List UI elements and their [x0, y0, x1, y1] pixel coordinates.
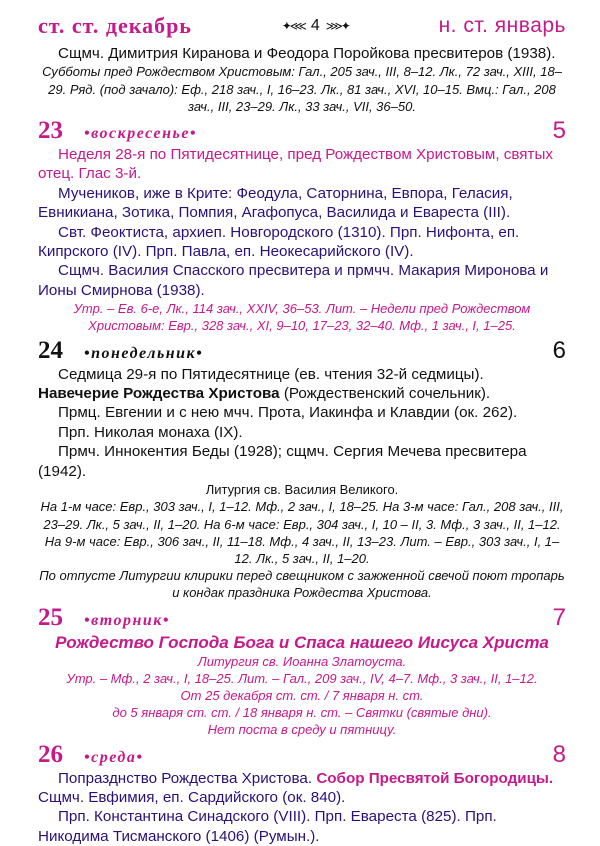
day-note: до 5 января ст. ст. / 18 января н. ст. – Святки (святые дни). — [112, 705, 492, 721]
day-line: Прмц. Евгении и с нею мчч. Прота, Иакинфа и Клавдии (ок. 262). — [58, 404, 518, 422]
day-header-24 — [38, 337, 566, 365]
day-note: От 25 декабря ст. ст. / 7 января н. ст. — [180, 687, 424, 703]
page-header — [38, 8, 566, 44]
ornament-right-icon: ⋙✦ — [325, 19, 349, 33]
day-note: Нет поста в среду и пятницу. — [207, 722, 397, 738]
old-day-number: 23 — [38, 117, 63, 145]
day-line: Неделя 28-я по Пятидесятнице, пред Рождеством Христовым, святых отец. Глас 3-й. — [38, 146, 553, 183]
day-reading: На 1-м часе: Евр., 303 зач., I, 1–12. Мф., 2 зач., I, 18–25. На 3-м часе: Гал., 208 зач., III, 23–29. Лк., 5 зач., II, 1–20. На 6-м часе: Евр., 304 зач., I, 10 – II, 3. Мф., 3 зач., II, 1–12. На 9-м часе: Евр., 306 зач., II, 11–18. Мф., 4 зач., II, 13–23. Лит. – Евр., 303 зач., I, 1–12. Лк., 5 зач., II, 1–20. — [40, 499, 564, 566]
afterfeast-text: Попразднство Рождества Христова. — [58, 769, 313, 787]
day-header-25 — [38, 604, 566, 632]
day-line: Мучеников, иже в Крите: Феодула, Саторнина, Евпора, Геласия, Евникиана, Зотика, Помпия, Агафопуса, Василида и Евареста (III). — [38, 184, 513, 222]
day-line: Свт. Феоктиста, архиеп. Новгородского (1310). Прп. Нифонта, еп. Кипрского (IV). Прп. Павла, еп. Неокесарийского (IV). — [38, 223, 520, 261]
new-day-number: 8 — [552, 740, 566, 768]
new-style-month: н. ст. январь — [438, 14, 566, 37]
day-header-26 — [38, 741, 566, 769]
feast-title: Рождество Господа Бога и Спаса нашего Иисуса Христа — [55, 632, 549, 652]
liturgy-name: Литургия св. Василия Великого. — [205, 482, 399, 498]
day-reading: Утр. – Ев. 6-е, Лк., 114 зач., XXIV, 36–53. Лит. – Недели пред Рождеством Христовым: Евр., 328 зач., XI, 9–10, 17–23, 32–40. Мф., 1 зач., I, 1–25. — [73, 301, 531, 334]
old-day-number: 24 — [38, 336, 63, 364]
day-line: Прп. Николая монаха (IX). — [58, 423, 243, 441]
page-number: 4 — [310, 17, 320, 34]
synaxis-title: Собор Пресвятой Богородицы. — [316, 769, 554, 787]
martyr-text: Сщмч. Евфимия, еп. Сардийского (ок. 840). — [38, 788, 346, 806]
day-note: По отпусте Литургии клирики перед свещником с зажженной свечой поют тропарь и кондак праздника Рождества Христова. — [39, 568, 565, 601]
old-day-number: 26 — [38, 740, 63, 768]
liturgy-name: Литургия св. Иоанна Златоуста. — [197, 653, 407, 669]
old-style-month: ст. ст. декабрь — [38, 13, 192, 38]
day-header-23 — [38, 117, 566, 145]
day-line: Прмч. Иннокентия Беды (1928); сщмч. Сергия Мечева пресвитера (1942). — [38, 443, 527, 480]
weekday: •понедельник• — [84, 344, 204, 362]
ornament-left-icon: ✦⋘ — [281, 19, 305, 33]
weekday: •воскресенье• — [84, 125, 198, 143]
new-day-number: 6 — [552, 336, 566, 364]
page-number-block — [282, 17, 349, 35]
forefeast-line — [38, 769, 566, 808]
eve-title: Навечерие Рождества Христова — [38, 385, 280, 403]
intro-commemoration: Сщмч. Димитрия Киранова и Феодора Поройкова пресвитеров (1938). — [58, 45, 556, 62]
day-line: Сщмч. Василия Спасского пресвитера и прмчч. Макария Миронова и Ионы Смирнова (1938). — [38, 262, 549, 299]
new-day-number: 7 — [552, 603, 566, 631]
weekday: •вторник• — [84, 611, 170, 629]
day-line: Прп. Константина Синадского (VIII). Прп. Евареста (825). Прп. Никодима Тисманского (1406) (Румын.). — [38, 808, 497, 845]
eve-line — [38, 384, 566, 403]
new-day-number: 5 — [552, 117, 566, 145]
weekday: •среда• — [84, 748, 144, 766]
day-reading: Утр. – Мф., 2 зач., I, 18–25. Лит. – Гал., 209 зач., IV, 4–7. Мф., 3 зач., II, 1–12. — [66, 670, 538, 686]
day-line: Седмица 29-я по Пятидесятнице (ев. чтения 32-й седмицы). — [58, 365, 484, 383]
intro-reading: Субботы пред Рождеством Христовым: Гал., 205 зач., III, 8–12. Лк., 72 зач., XIII, 18–29. Ряд. (под зачало): Еф., 218 зач., I, 16–23. Лк., 81 зач., XVI, 10–15. Вмц.: Гал., 208 зач., III, 23–29. Лк., 33 зач., VII, 36–50. — [42, 64, 562, 114]
old-day-number: 25 — [38, 603, 63, 631]
eve-subtitle: (Рождественский сочельник). — [283, 385, 491, 403]
